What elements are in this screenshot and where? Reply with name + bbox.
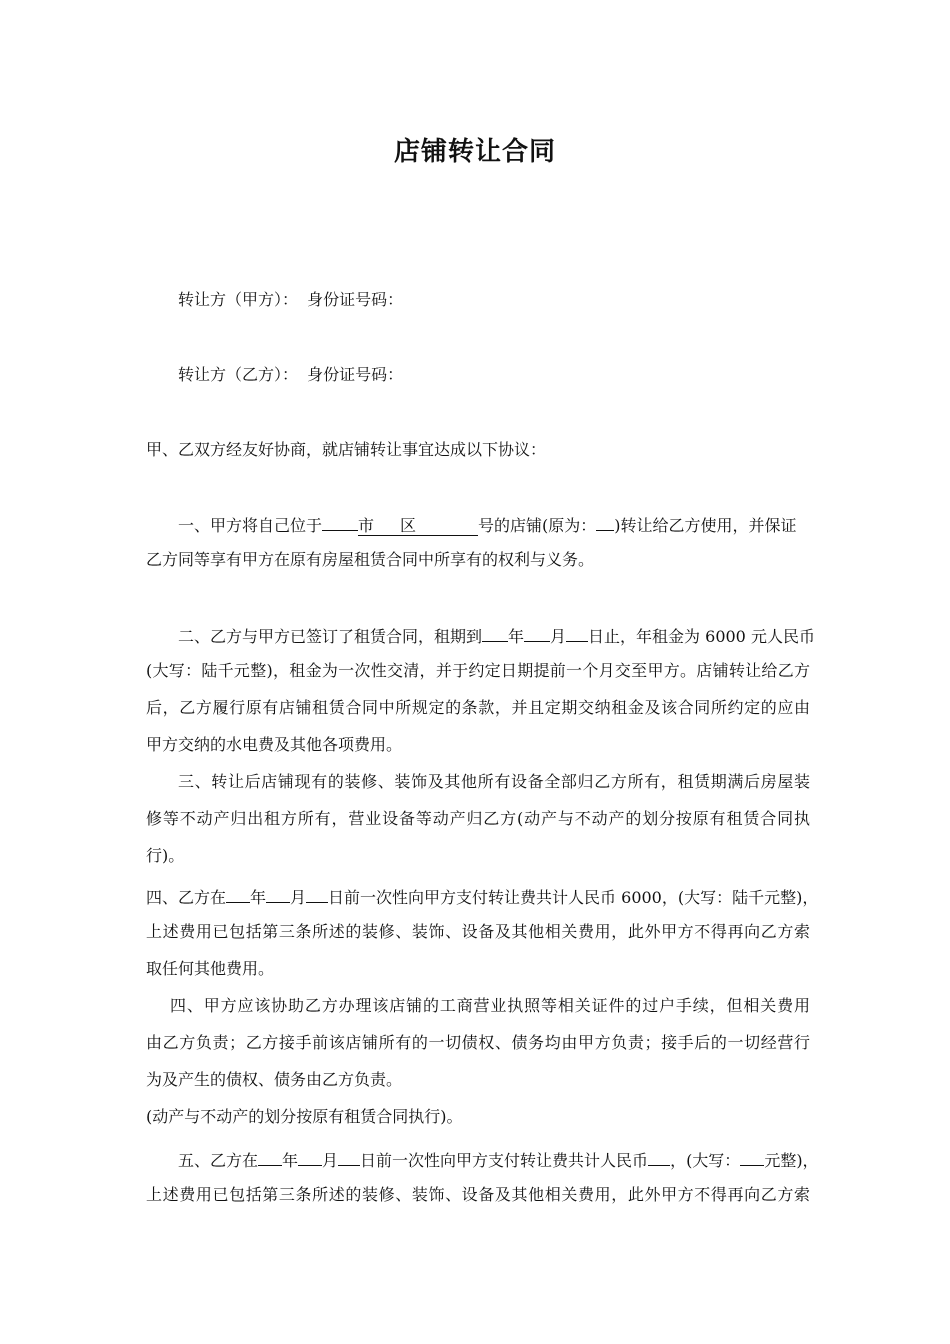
clause5-text: 日前一次性向甲方支付转让费共计人民币 xyxy=(360,1151,649,1170)
party-a-label: 转让方（甲方）： xyxy=(178,290,299,309)
clause4a-text: 日前一次性向甲方支付转让费共计人民币 6000，(大写：陆千元整)， xyxy=(328,888,819,907)
month-label: 月 xyxy=(550,627,567,646)
clause2-line4: 甲方交纳的水电费及其他各项费用。 xyxy=(146,735,403,754)
clause1-line1 xyxy=(178,513,810,536)
clause1-text: 号的店铺(原为： xyxy=(478,516,597,535)
clause2-line1 xyxy=(178,624,815,647)
clause5-text: 五、乙方在 xyxy=(178,1151,259,1170)
blank-field xyxy=(306,885,328,903)
blank-field xyxy=(298,1148,322,1166)
party-a-line xyxy=(178,290,842,310)
blank-field xyxy=(226,885,250,903)
clause4b-line1: 四、甲方应该协助乙方办理该店铺的工商营业执照等相关证件的过户手续，但相关费用 xyxy=(170,996,810,1015)
blank-field xyxy=(482,624,508,642)
year-label: 年 xyxy=(250,888,267,907)
clause1-line2: 乙方同等享有甲方在原有房屋租赁合同中所享有的权利与义务。 xyxy=(146,550,595,569)
blank-field xyxy=(648,1148,670,1166)
clause1-district xyxy=(400,516,478,536)
blank-field xyxy=(258,1148,282,1166)
clause5-text: 元整)， xyxy=(764,1151,819,1170)
party-a-id-label: 身份证号码： xyxy=(307,290,404,309)
month-label: 月 xyxy=(322,1151,339,1170)
clause1-city xyxy=(358,516,400,536)
blank-field xyxy=(566,624,588,642)
year-label: 年 xyxy=(508,627,525,646)
city-label: 市 xyxy=(358,516,375,535)
party-b-label: 转让方（乙方）： xyxy=(178,365,299,384)
blank-field xyxy=(596,513,614,531)
clause4a-line3: 取任何其他费用。 xyxy=(146,959,275,978)
clause4a-line2: 上述费用已包括第三条所述的装修、装饰、设备及其他相关费用，此外甲方不得再向乙方索 xyxy=(146,922,810,941)
district-label: 区 xyxy=(400,516,417,535)
blank-field xyxy=(338,1148,360,1166)
party-b-id-label: 身份证号码： xyxy=(307,365,404,384)
clause2-text: 日止，年租金为 6000 元人民币 xyxy=(588,627,815,646)
clause3-line3: 行)。 xyxy=(146,846,185,865)
clause5-line1 xyxy=(178,1148,818,1171)
document-title: 店铺转让合同 xyxy=(393,137,556,167)
year-label: 年 xyxy=(282,1151,299,1170)
clause2-line3: 后，乙方履行原有店铺租赁合同中所规定的条款，并且定期交纳租金及该合同所约定的应由 xyxy=(146,698,810,717)
clause4b-line4: (动产与不动产的划分按原有租赁合同执行)。 xyxy=(146,1107,463,1126)
clause5-text: ，(大写： xyxy=(670,1151,741,1170)
clause4a-text: 四、乙方在 xyxy=(146,888,227,907)
blank-field xyxy=(266,885,290,903)
clause2-text: 二、乙方与甲方已签订了租赁合同，租期到 xyxy=(178,627,483,646)
clause3-line2: 修等不动产归出租方所有，营业设备等动产归乙方(动产与不动产的划分按原有租赁合同执 xyxy=(146,809,810,828)
clause5-line2: 上述费用已包括第三条所述的装修、装饰、设备及其他相关费用，此外甲方不得再向乙方索 xyxy=(146,1185,810,1204)
clause2-line2: (大写：陆千元整)，租金为一次性交清，并于约定日期提前一个月交至甲方。店铺转让给乙方 xyxy=(146,661,810,680)
month-label: 月 xyxy=(290,888,307,907)
party-b-line xyxy=(178,365,842,385)
blank-field xyxy=(322,513,358,531)
blank-field xyxy=(374,514,400,531)
clause4b-line3: 为及产生的债权、债务由乙方负责。 xyxy=(146,1070,403,1089)
blank-field xyxy=(524,624,550,642)
clause1-text: )转让给乙方使用，并保证 xyxy=(614,516,797,535)
intro-line: 甲、乙双方经友好协商，就店铺转让事宜达成以下协议： xyxy=(146,440,547,459)
clause1-text: 一、甲方将自己位于 xyxy=(178,516,323,535)
clause4b-line2: 由乙方负责；乙方接手前该店铺所有的一切债权、债务均由甲方负责；接手后的一切经营行 xyxy=(146,1033,810,1052)
clause3-line1: 三、转让后店铺现有的装修、装饰及其他所有设备全部归乙方所有，租赁期满后房屋装 xyxy=(178,772,810,791)
blank-field xyxy=(416,514,478,531)
clause4a-line1 xyxy=(146,885,819,908)
blank-field xyxy=(740,1148,764,1166)
